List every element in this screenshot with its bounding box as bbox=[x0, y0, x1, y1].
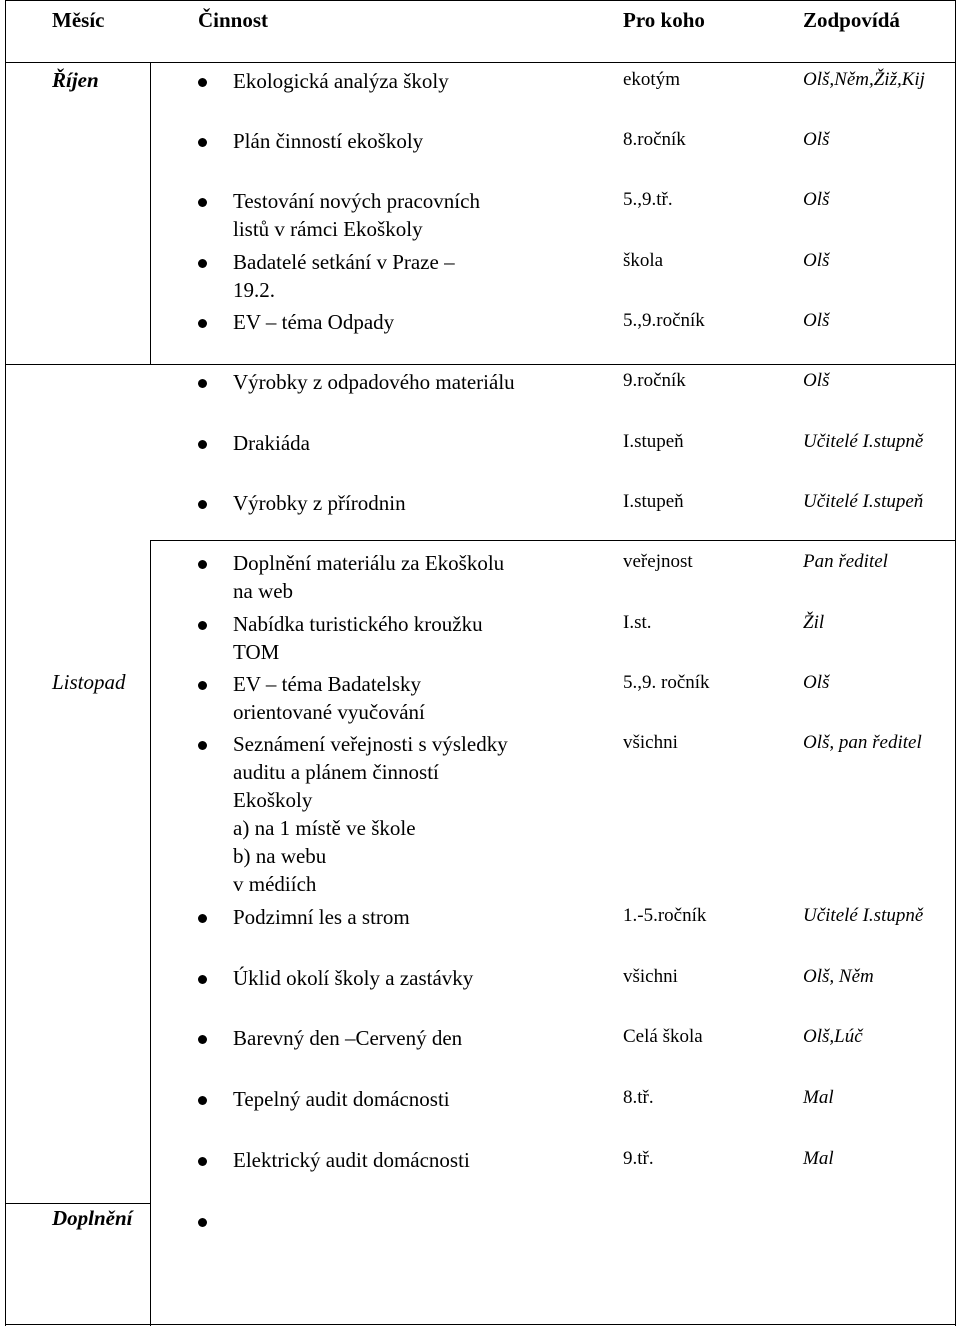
responsible-cell: Olš,Něm,Žiž,Kij bbox=[803, 69, 925, 90]
for-whom-cell: I.stupeň bbox=[623, 491, 684, 512]
activity-line: Úklid okolí školy a zastávky bbox=[233, 966, 474, 990]
for-whom-cell: 9.ročník bbox=[623, 370, 686, 391]
activity-cell bbox=[233, 610, 593, 666]
activity-cell bbox=[233, 903, 593, 931]
activity-line: Elektrický audit domácnosti bbox=[233, 1148, 470, 1172]
for-whom-cell: 1.-5.ročník bbox=[623, 905, 707, 926]
header-divider bbox=[5, 62, 956, 63]
activity-line: Barevný den –Cervený den bbox=[233, 1026, 463, 1050]
activity-line: Výrobky z odpadového materiálu bbox=[233, 370, 515, 394]
bullet bbox=[198, 259, 207, 268]
activity-line: v médiích bbox=[233, 872, 317, 896]
responsible-cell: Olš bbox=[803, 189, 830, 210]
responsible-cell: Učitelé I.stupeň bbox=[803, 491, 924, 512]
activity-line: Ekologická analýza školy bbox=[233, 69, 449, 93]
activity-cell bbox=[233, 964, 593, 992]
responsible-cell: Olš bbox=[803, 370, 830, 391]
bullet-empty bbox=[198, 1218, 207, 1227]
for-whom-cell: 5.,9.ročník bbox=[623, 310, 705, 331]
for-whom-cell: ekotým bbox=[623, 69, 680, 90]
bullet bbox=[198, 560, 207, 569]
responsible-cell: Olš,Lúč bbox=[803, 1026, 863, 1047]
activity-line: orientované vyučování bbox=[233, 700, 425, 724]
month-column-divider-lower bbox=[150, 540, 151, 1326]
for-whom-cell: Celá škola bbox=[623, 1026, 703, 1047]
doplneni-top-line bbox=[5, 1203, 151, 1204]
table-border-top bbox=[5, 0, 956, 1]
activity-cell bbox=[233, 670, 593, 726]
activity-line: TOM bbox=[233, 640, 280, 664]
activity-line: Plán činností ekoškoly bbox=[233, 129, 424, 153]
activity-cell bbox=[233, 429, 593, 457]
activity-line: Doplnění materiálu za Ekoškolu bbox=[233, 551, 505, 575]
bullet bbox=[198, 198, 207, 207]
for-whom-cell: škola bbox=[623, 250, 664, 271]
bullet bbox=[198, 975, 207, 984]
for-whom-cell: I.st. bbox=[623, 612, 652, 633]
activity-area-top-line bbox=[150, 364, 956, 365]
activity-line: Seznámení veřejnosti s výsledky bbox=[233, 732, 508, 756]
activity-line: Testování nových pracovních bbox=[233, 189, 480, 213]
activity-cell bbox=[233, 730, 593, 898]
activity-cell bbox=[233, 1146, 593, 1174]
activity-line: listů v rámci Ekoškoly bbox=[233, 217, 423, 241]
activity-cell bbox=[233, 248, 593, 304]
responsible-cell: Olš, pan ředitel bbox=[803, 732, 922, 753]
for-whom-cell: veřejnost bbox=[623, 551, 693, 572]
bullet bbox=[198, 440, 207, 449]
activity-area-bottom-line bbox=[150, 540, 956, 541]
responsible-cell: Olš, Něm bbox=[803, 966, 874, 987]
for-whom-cell: 9.tř. bbox=[623, 1148, 654, 1169]
activity-cell bbox=[233, 368, 593, 396]
responsible-cell: Pan ředitel bbox=[803, 551, 888, 572]
month-doplneni: Doplnění bbox=[52, 1206, 133, 1230]
activity-cell bbox=[233, 67, 593, 95]
for-whom-cell: všichni bbox=[623, 966, 678, 987]
activity-line: EV – téma Badatelsky bbox=[233, 672, 421, 696]
responsible-cell: Učitelé I.stupně bbox=[803, 431, 924, 452]
activity-cell bbox=[233, 489, 593, 517]
activity-line: Badatelé setkání v Praze – bbox=[233, 250, 455, 274]
activity-line: Ekoškoly bbox=[233, 788, 313, 812]
responsible-cell: Žil bbox=[803, 612, 825, 633]
for-whom-cell: 5.,9.tř. bbox=[623, 189, 673, 210]
activity-line: Tepelný audit domácnosti bbox=[233, 1087, 450, 1111]
responsible-cell: Olš bbox=[803, 129, 830, 150]
activity-cell bbox=[233, 1024, 593, 1052]
month-listopad: Listopad bbox=[52, 670, 126, 694]
bullet bbox=[198, 914, 207, 923]
header-for-whom: Pro koho bbox=[623, 8, 705, 32]
activity-line: Drakiáda bbox=[233, 431, 310, 455]
header-responsible: Zodpovídá bbox=[803, 8, 900, 32]
bullet bbox=[198, 741, 207, 750]
for-whom-cell: 5.,9. ročník bbox=[623, 672, 710, 693]
bullet bbox=[198, 1035, 207, 1044]
table-border-bottom bbox=[5, 1324, 956, 1325]
bullet bbox=[198, 500, 207, 509]
responsible-cell: Olš bbox=[803, 672, 830, 693]
month-column-divider-upper bbox=[150, 62, 151, 365]
activity-line: EV – téma Odpady bbox=[233, 310, 395, 334]
responsible-cell: Mal bbox=[803, 1087, 834, 1108]
responsible-cell: Olš bbox=[803, 310, 830, 331]
header-month: Měsíc bbox=[52, 8, 105, 32]
table-border-right bbox=[955, 0, 956, 1326]
activity-cell bbox=[233, 308, 593, 336]
activity-line: Podzimní les a strom bbox=[233, 905, 410, 929]
responsible-cell: Mal bbox=[803, 1148, 834, 1169]
activity-line: 19.2. bbox=[233, 278, 275, 302]
activity-line: na web bbox=[233, 579, 294, 603]
activity-line: a) na 1 místě ve škole bbox=[233, 816, 416, 840]
bullet bbox=[198, 621, 207, 630]
activity-cell bbox=[233, 549, 593, 605]
for-whom-cell: 8.ročník bbox=[623, 129, 686, 150]
rijen-bottom-line bbox=[5, 364, 151, 365]
for-whom-cell: všichni bbox=[623, 732, 678, 753]
activity-cell bbox=[233, 1085, 593, 1113]
month-rijen: Říjen bbox=[52, 68, 99, 92]
bullet bbox=[198, 78, 207, 87]
bullet bbox=[198, 138, 207, 147]
bullet bbox=[198, 379, 207, 388]
for-whom-cell: 8.tř. bbox=[623, 1087, 654, 1108]
activity-line: Výrobky z přírodnin bbox=[233, 491, 406, 515]
activity-cell bbox=[233, 187, 593, 243]
activity-line: auditu a plánem činností bbox=[233, 760, 439, 784]
activity-line: Nabídka turistického kroužku bbox=[233, 612, 483, 636]
for-whom-cell: I.stupeň bbox=[623, 431, 684, 452]
bullet bbox=[198, 319, 207, 328]
responsible-cell: Učitelé I.stupně bbox=[803, 905, 924, 926]
responsible-cell: Olš bbox=[803, 250, 830, 271]
header-activity: Činnost bbox=[198, 8, 269, 32]
table-border-left bbox=[5, 0, 6, 1326]
activity-cell bbox=[233, 127, 593, 155]
bullet bbox=[198, 1096, 207, 1105]
activity-line: b) na webu bbox=[233, 844, 327, 868]
bullet bbox=[198, 681, 207, 690]
bullet bbox=[198, 1157, 207, 1166]
